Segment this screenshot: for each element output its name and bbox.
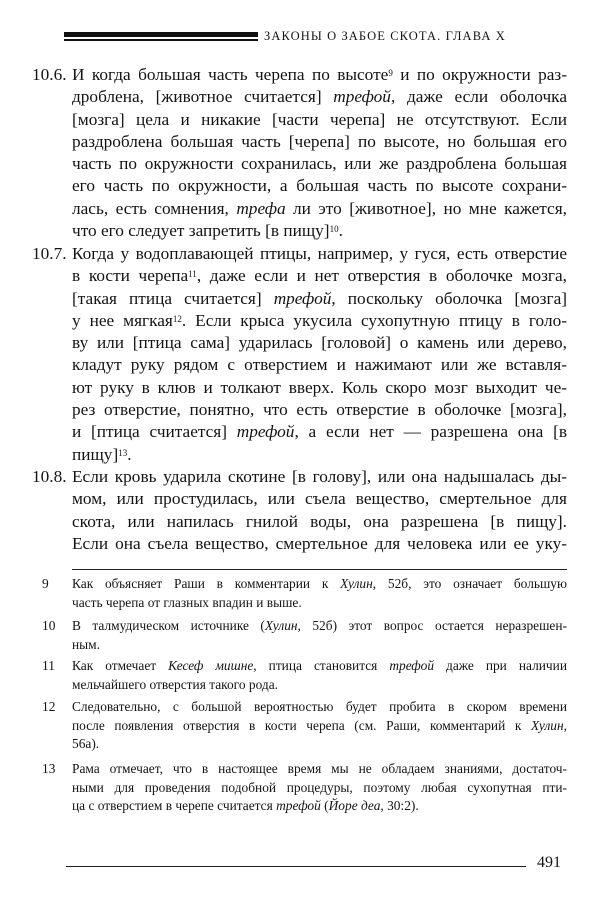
header-decorative-rule [64,31,258,41]
text-line: В талмудическом источнике (Хулин, 52б) этот вопрос остается неразрешен- [72,618,567,633]
text-line: дроблена, [животное считается] трефой, даже если оболочка [72,87,567,107]
text-line: ным. [72,636,100,652]
text-line: мельчайшего отверстия такого рода. [72,676,278,692]
footnote-number: 11 [42,658,55,673]
text-line: ют руку в клюв и толкают вверх. Коль скоро мозг выходит че- [72,377,567,397]
running-header [64,28,564,44]
paragraph-text [72,466,567,555]
footnote-text [72,657,567,694]
text-line: Рама отмечает, что в настоящее время мы не обладаем знаниями, достаточ- [72,761,567,776]
footnote-separator [72,569,567,570]
text-line: что его следует запретить [в пищу]$^{10}$. [72,221,343,241]
text-line: мом, или простудилась, или съела вещество, смертельное для [72,489,567,509]
footnote-number: 13 [42,761,56,776]
text-line: кладут руку рядом с отверстием и нажимают или же вставля- [72,355,567,375]
footer-rule [66,866,526,867]
footnote-text [72,760,567,816]
paragraph-text [72,64,567,242]
paragraph-number: 10.6. [32,65,67,84]
paragraph-10-8 [32,466,567,555]
text-line: Как объясняет Раши в комментарии к Хулин, 52б, это означает большую [72,576,567,591]
text-line: его часть по окружности, а большая часть по высоте сохрани- [72,176,567,196]
footnote-13 [42,760,567,816]
paragraph-number: 10.7. [32,244,67,263]
text-line: ными для проведения подобной процедуры, поэтому любая сухопутная пти- [72,779,567,795]
text-line: Если кровь ударила скотине [в голову], или она надышалась ды- [72,467,567,486]
page-number: 491 [537,854,561,871]
text-line: в кости черепа$^{11}$, даже если и нет отверстия в оболочке мозга, [72,266,567,286]
text-line: ца с отверстием в черепе считается трефой (Йоре деа, 30:2). [72,798,419,813]
text-line: часть черепа от глазных впадин и выше. [72,594,302,610]
footnote-text [72,617,567,654]
footnote-number: 9 [42,576,49,591]
running-title: ЗАКОНЫ О ЗАБОЕ СКОТА. ГЛАВА X [264,28,506,43]
footnote-number: 12 [42,699,56,714]
text-line: раздроблена большая часть [черепа] по высоте, но большая его [72,131,567,151]
footnote-9 [42,575,567,612]
text-line: [мозга] цела и никакие [части черепа] не отсутствуют. Если [72,109,567,129]
paragraph-number: 10.8. [32,467,67,486]
text-line: у нее мягкая$^{12}$. Если крыса укусила сухопутную птицу в голо- [72,310,567,330]
footnote-text [72,575,567,612]
paragraph-text [72,243,567,466]
text-line: И когда большая часть черепа по высоте$^9$ и по окружности раз- [72,65,567,84]
footnote-text [72,698,567,754]
text-line: пищу]$^{13}$. [72,444,132,464]
text-line: Если она съела вещество, смертельное для человека или ее уку- [72,533,567,553]
text-line: после появления отверстия в кости черепа (см. Раши, комментарий к Хулин, [72,717,567,733]
text-line: [такая птица считается] трефой, поскольку оболочка [мозга] [72,288,568,308]
paragraph-10-6 [32,64,567,242]
paragraph-10-7 [32,243,567,466]
text-line: ву или [птица сама] ударилась [головой] о камень или дерево, [72,333,567,353]
footnote-10 [42,617,567,654]
text-line: часть по окружности сохранилась, или же раздроблена большая [72,154,567,174]
text-line: Следовательно, с большой вероятностью будет пробита в скором времени [72,699,567,714]
text-line: 56а). [72,736,100,751]
text-line: Как отмечает Кесеф мишне, птица становится трефой даже при наличии [72,658,567,673]
footnote-12 [42,698,567,754]
text-line: лась, есть сомнения, трефа ли это [животное], но мне кажется, [72,198,567,218]
footnote-number: 10 [42,618,56,633]
text-line: скота, или напилась гнилой воды, она разрешена [в пищу]. [72,511,567,531]
footnote-11 [42,657,567,694]
text-line: и [птица считается] трефой, а если нет — разрешена она [в [72,422,567,442]
text-line: рез отверстие, понятно, что есть отверстие в оболочке [мозга], [72,400,567,420]
text-line: Когда у водоплавающей птицы, например, у гуся, есть отверстие [72,244,567,263]
